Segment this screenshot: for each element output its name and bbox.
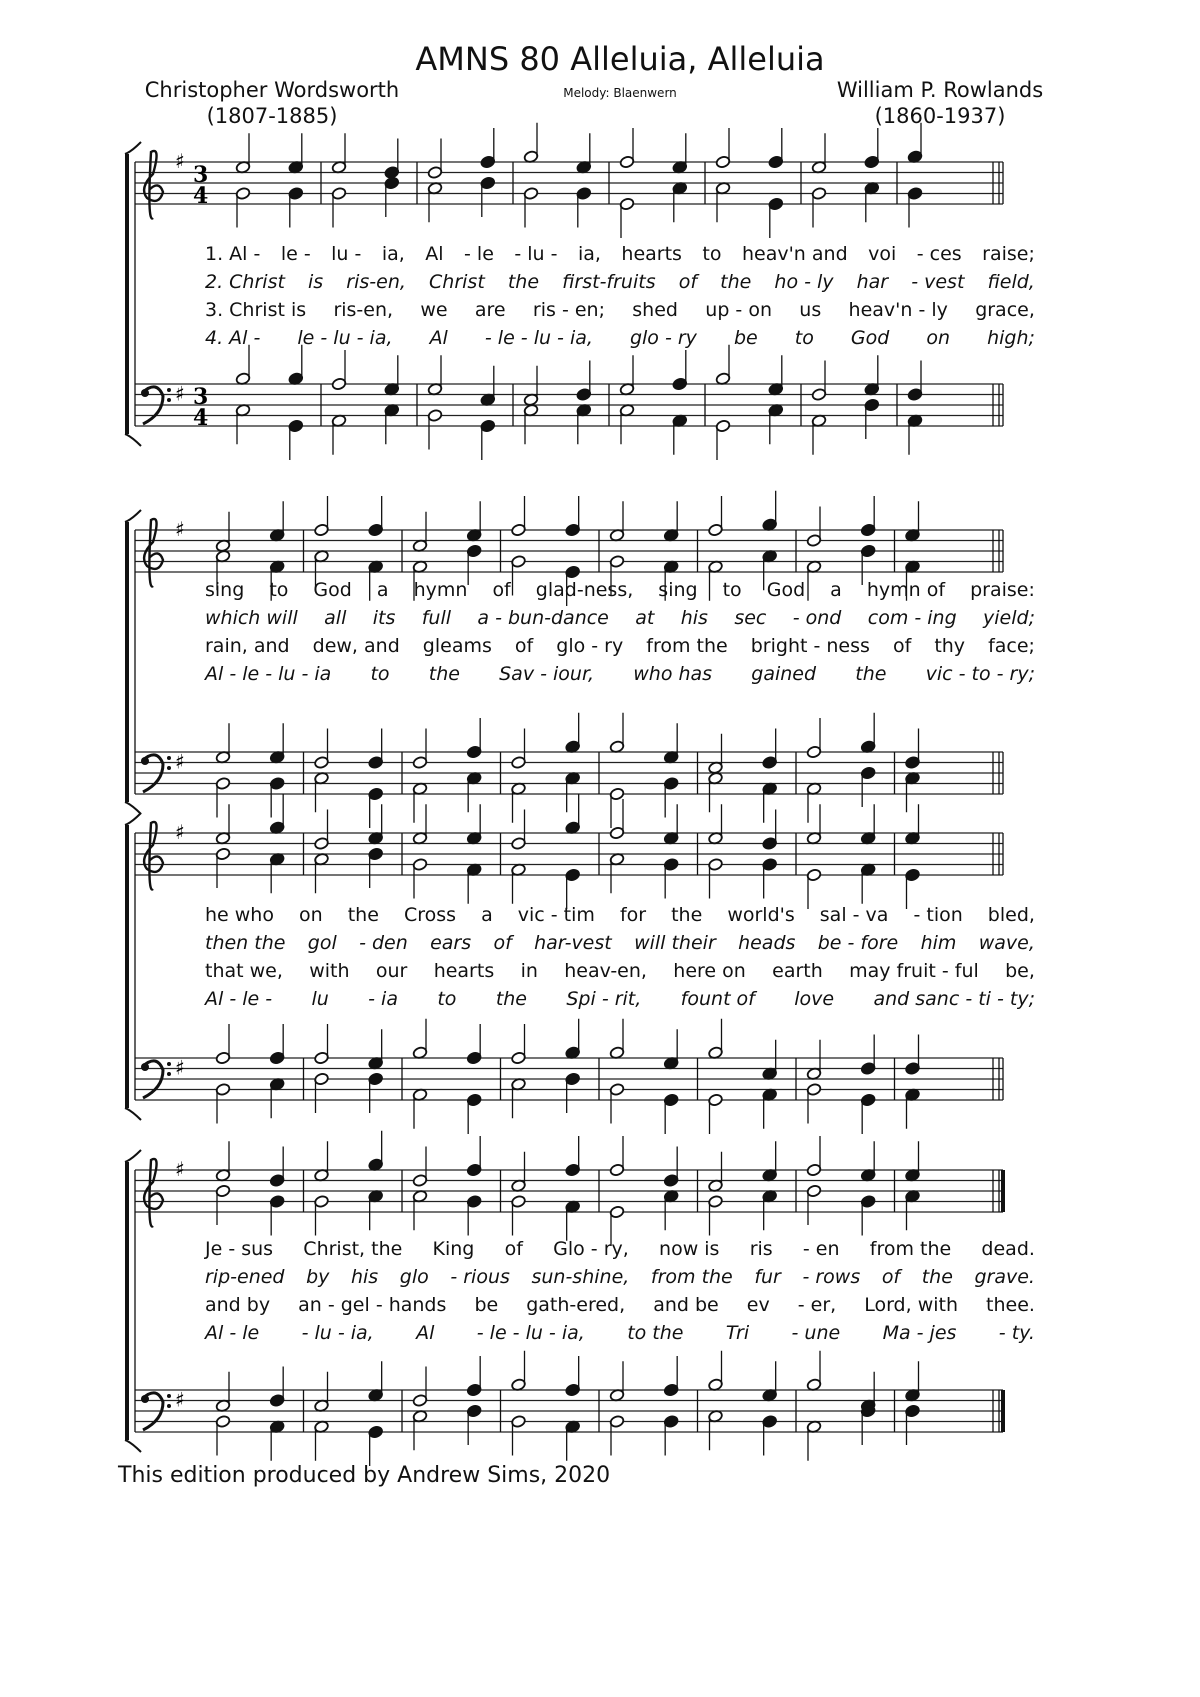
treble-clef-icon <box>144 519 163 587</box>
bass-clef-dot <box>141 389 149 397</box>
lyric-syllable: to the <box>627 1322 684 1344</box>
lyric-syllable: voi <box>868 243 897 265</box>
lyric-syllable: thy <box>934 635 966 657</box>
lyric-syllable: full <box>421 607 452 629</box>
lyric-syllable: gol <box>307 932 337 954</box>
lyric-line-verse-2 <box>205 932 1035 954</box>
lyric-syllable: - ond <box>792 607 842 629</box>
lyric-line-verse-3 <box>205 1294 1035 1316</box>
lyric-syllable: with <box>309 960 350 982</box>
lyric-syllable: Je - sus <box>205 1238 274 1260</box>
lyric-syllable: - vest <box>911 271 965 293</box>
bass-clef-dot <box>167 1404 171 1408</box>
lyric-syllable: glad-ness, <box>535 579 634 601</box>
lyric-line-verse-3 <box>205 960 1035 982</box>
lyric-line-verse-1 <box>205 579 1035 601</box>
lyric-syllable: here on <box>673 960 746 982</box>
lyric-syllable: Glo - ry, <box>553 1238 629 1260</box>
lyric-syllable: first-fruits <box>562 271 656 293</box>
lyric-syllable: 1. Al - <box>205 243 261 265</box>
lyric-syllable: wave, <box>978 932 1035 954</box>
lyric-syllable: Al - le <box>205 1322 260 1344</box>
lyric-syllable: the <box>855 663 887 685</box>
lyric-syllable: ris-en, <box>346 271 406 293</box>
lyric-line-verse-3 <box>205 299 1035 321</box>
lyric-syllable: gained <box>751 663 817 685</box>
lyric-syllable: and be <box>653 1294 719 1316</box>
lyric-syllable: ia, <box>381 243 405 265</box>
lyric-syllable: Al <box>425 243 444 265</box>
lyric-syllable: by <box>306 1266 330 1288</box>
lyric-syllable: from the <box>650 1266 733 1288</box>
lyric-syllable: a <box>830 579 842 601</box>
lyric-syllable: his <box>350 1266 379 1288</box>
bass-clef-dot <box>141 757 149 765</box>
lyric-syllable: - ia <box>368 988 398 1010</box>
lyric-syllable: - tion <box>913 904 963 926</box>
lyric-syllable: com - ing <box>867 607 957 629</box>
lyric-syllable: - rious <box>450 1266 510 1288</box>
lyric-syllable: bled, <box>987 904 1035 926</box>
lyric-syllable: the <box>921 1266 953 1288</box>
lyric-syllable: be - fore <box>817 932 899 954</box>
lyric-syllable: ris-en, <box>333 299 394 321</box>
lyric-syllable: is <box>308 271 324 293</box>
lyric-syllable: our <box>375 960 408 982</box>
bass-clef-dot <box>167 1062 171 1066</box>
lyric-syllable: then the <box>205 932 286 954</box>
lyric-syllable: Christ <box>429 271 485 293</box>
lyric-syllable: shed <box>632 299 678 321</box>
lyric-syllable: the <box>671 904 703 926</box>
lyric-syllable: ris <box>749 1238 773 1260</box>
lyric-syllable: ia, <box>577 243 601 265</box>
lyric-syllable: the <box>428 663 460 685</box>
lyric-syllable: ears <box>430 932 472 954</box>
bass-clef-dot <box>141 1063 149 1071</box>
edition-credit: This edition produced by Andrew Sims, 2020 <box>118 1463 611 1488</box>
lyric-syllable: Ma - jes <box>882 1322 957 1344</box>
treble-clef-icon <box>144 822 163 890</box>
lyric-syllable: its <box>372 607 396 629</box>
melody-name: Melody: Blaenwern <box>563 86 677 100</box>
author-words <box>122 78 422 128</box>
lyric-syllable: - lu - ia, <box>301 1322 374 1344</box>
lyric-syllable: Christ, the <box>303 1238 403 1260</box>
lyric-syllable: - ty. <box>998 1322 1035 1344</box>
key-signature-sharp: ♯ <box>175 1387 185 1412</box>
lyric-syllable: of <box>492 579 511 601</box>
lyric-syllable: we <box>420 299 448 321</box>
lyric-syllable: vic - to - ry; <box>925 663 1035 685</box>
lyric-syllable: an - gel - hands <box>298 1294 447 1316</box>
lyric-syllable: fur <box>754 1266 781 1288</box>
lyric-syllable: to <box>722 579 742 601</box>
lyric-syllable: to <box>437 988 457 1010</box>
lyric-syllable: to <box>269 579 289 601</box>
lyric-syllable: - le <box>464 243 494 265</box>
time-signature-bottom: 4 <box>193 183 209 209</box>
lyric-syllable: in <box>520 960 538 982</box>
lyric-syllable: from the <box>646 635 728 657</box>
lyric-syllable: of <box>514 635 534 657</box>
lyric-syllable: a <box>376 579 389 601</box>
lyric-syllable: a <box>481 904 493 926</box>
lyric-syllable: be, <box>1005 960 1035 982</box>
bass-clef-dot <box>167 388 171 392</box>
lyric-syllable: who has <box>633 663 713 685</box>
lyric-syllable: the <box>347 904 379 926</box>
lyric-syllable: thee. <box>986 1294 1035 1316</box>
lyric-syllable: - lu - <box>514 243 558 265</box>
lyric-syllable: God <box>766 579 806 601</box>
lyric-syllable: le - lu - ia, <box>297 327 393 349</box>
key-signature-sharp: ♯ <box>175 1055 185 1080</box>
time-signature-bottom: 4 <box>193 405 209 431</box>
key-signature-sharp: ♯ <box>175 381 185 406</box>
key-signature-sharp: ♯ <box>175 820 185 844</box>
lyric-syllable: field, <box>987 271 1035 293</box>
lyric-line-verse-1 <box>205 1238 1035 1260</box>
lyric-syllable: - ces <box>916 243 962 265</box>
lyric-line-verse-3 <box>205 635 1035 657</box>
lyric-line-verse-4 <box>205 663 1035 685</box>
lyric-syllable: are <box>474 299 506 321</box>
lyric-syllable: 3. Christ is <box>205 299 307 321</box>
lyric-syllable: face; <box>988 635 1035 657</box>
lyric-syllable: the <box>507 271 540 293</box>
treble-clef-icon <box>144 151 163 219</box>
system-2 <box>125 491 1003 828</box>
lyric-syllable: God <box>313 579 352 601</box>
lyric-syllable: of <box>892 635 912 657</box>
lyric-syllable: he who <box>205 904 274 926</box>
lyric-syllable: 2. Christ <box>205 271 285 293</box>
lyric-syllable: rip-ened <box>205 1266 285 1288</box>
lyric-line-verse-4 <box>205 327 1035 349</box>
bass-clef-dot <box>167 756 171 760</box>
author-name: Christopher Wordsworth <box>144 78 400 102</box>
lyric-syllable: of <box>678 271 698 293</box>
lyric-syllable: - une <box>791 1322 841 1344</box>
lyric-syllable: heads <box>738 932 796 954</box>
bracket-curl <box>125 1150 141 1162</box>
lyric-line-verse-2 <box>205 607 1035 629</box>
lyric-syllable: dead. <box>981 1238 1035 1260</box>
lyric-syllable: le - <box>280 243 311 265</box>
lyric-syllable: hymn <box>413 579 468 601</box>
lyric-syllable: ris - en; <box>532 299 605 321</box>
lyric-syllable: Al <box>429 327 448 349</box>
lyric-syllable: Sav - iour, <box>499 663 595 685</box>
lyric-syllable: hymn of <box>866 579 946 601</box>
lyric-syllable: and sanc - ti - ty; <box>873 988 1035 1010</box>
bracket-curl <box>125 802 141 814</box>
lyric-syllable: which will <box>205 607 298 629</box>
lyric-syllable: will their <box>634 932 716 954</box>
lyric-syllable: all <box>324 607 347 629</box>
author-dates: (1807-1885) <box>206 104 338 128</box>
lyric-syllable: Lord, with <box>864 1294 959 1316</box>
lyric-syllable: ev <box>746 1294 770 1316</box>
bracket-curl <box>125 434 141 446</box>
time-signature-top: 3 <box>193 162 209 188</box>
lyric-syllable: sal - va <box>819 904 889 926</box>
lyric-syllable: ho - ly <box>774 271 834 293</box>
lyric-syllable: 4. Al - <box>205 327 261 349</box>
lyric-syllable: Tri <box>725 1322 750 1344</box>
lyric-syllable: love <box>794 988 835 1010</box>
lyric-syllable: the <box>720 271 752 293</box>
lyric-syllable: raise; <box>982 243 1035 265</box>
lyric-syllable: gleams <box>422 635 492 657</box>
lyric-syllable: sing <box>205 579 245 601</box>
lyric-syllable: glo <box>399 1266 429 1288</box>
lyric-syllable: from the <box>869 1238 952 1260</box>
lyric-syllable: him <box>920 932 957 954</box>
lyric-syllable: praise: <box>970 579 1035 601</box>
lyric-syllable: up - on <box>705 299 772 321</box>
bracket-curl <box>125 1108 141 1120</box>
lyric-syllable: of <box>881 1266 901 1288</box>
lyric-syllable: on <box>926 327 951 349</box>
lyric-syllable: to <box>794 327 814 349</box>
lyric-syllable: sec <box>734 607 767 629</box>
lyric-syllable: Cross <box>403 904 457 926</box>
lyric-line-verse-4 <box>205 988 1035 1010</box>
composer-name: William P. Rowlands <box>836 78 1044 102</box>
lyric-syllable: of <box>493 932 512 954</box>
bracket-curl <box>125 142 141 154</box>
lyric-syllable: us <box>799 299 822 321</box>
lyric-syllable: world's <box>727 904 795 926</box>
bass-clef-dot <box>167 1072 171 1076</box>
bass-clef-dot <box>167 1394 171 1398</box>
lyric-syllable: glo - ry <box>556 635 624 657</box>
lyric-syllable: to <box>370 663 390 685</box>
lyric-syllable: on <box>299 904 323 926</box>
lyric-syllable: his <box>680 607 708 629</box>
lyric-line-verse-2 <box>205 271 1035 293</box>
lyric-syllable: - rows <box>802 1266 861 1288</box>
bracket-curl <box>125 813 141 825</box>
lyric-syllable: har <box>856 271 889 293</box>
time-signature-top: 3 <box>193 384 209 410</box>
lyric-syllable: Al <box>416 1322 435 1344</box>
lyric-syllable: dew, and <box>312 635 400 657</box>
lyric-line-verse-4 <box>205 1322 1035 1344</box>
lyric-syllable: the <box>495 988 527 1010</box>
lyric-syllable: glo - ry <box>629 327 697 349</box>
lyric-syllable: and by <box>205 1294 271 1316</box>
treble-clef-icon <box>144 1159 163 1227</box>
lyric-syllable: be <box>733 327 758 349</box>
lyric-syllable: lu - <box>331 243 362 265</box>
lyric-syllable: at <box>635 607 655 629</box>
lyric-line-verse-1 <box>205 243 1035 265</box>
lyric-syllable: God <box>850 327 890 349</box>
lyric-syllable: hearts <box>433 960 495 982</box>
lyric-syllable: now is <box>659 1238 720 1260</box>
lyric-syllable: sun-shine, <box>531 1266 630 1288</box>
lyric-syllable: of <box>504 1238 523 1260</box>
lyric-syllable: heav-en, <box>564 960 647 982</box>
lyric-line-verse-1 <box>205 904 1035 926</box>
lyric-syllable: yield; <box>983 607 1035 629</box>
lyric-syllable: that we, <box>205 960 283 982</box>
lyric-syllable: to <box>702 243 722 265</box>
bracket-curl <box>125 510 141 522</box>
lyric-syllable: grace, <box>975 299 1035 321</box>
lyric-syllable: lu <box>311 988 329 1010</box>
lyric-syllable: heav'n - ly <box>848 299 948 321</box>
lyric-syllable: hearts <box>621 243 682 265</box>
lyric-syllable: high; <box>987 327 1035 349</box>
lyric-syllable: grave. <box>974 1266 1035 1288</box>
lyric-syllable: - er, <box>797 1294 837 1316</box>
lyric-syllable: - den <box>359 932 408 954</box>
composer-dates: (1860-1937) <box>874 104 1006 128</box>
lyric-syllable: - le - lu - ia, <box>484 327 593 349</box>
lyric-syllable: may fruit - ful <box>849 960 979 982</box>
lyric-syllable: sing <box>658 579 698 601</box>
lyric-syllable: fount of <box>680 988 755 1010</box>
bass-clef-dot <box>141 1395 149 1403</box>
lyric-syllable: be <box>474 1294 499 1316</box>
bracket-curl <box>125 1440 141 1452</box>
key-signature-sharp: ♯ <box>175 1157 185 1181</box>
lyric-syllable: gath-ered, <box>526 1294 626 1316</box>
key-signature-sharp: ♯ <box>175 517 185 541</box>
lyric-syllable: for <box>619 904 647 926</box>
bass-clef-dot <box>167 398 171 402</box>
lyric-syllable: Spi - rit, <box>566 988 642 1010</box>
lyric-syllable: Al - le - <box>205 988 273 1010</box>
lyric-syllable: - en <box>802 1238 840 1260</box>
bass-clef-dot <box>167 766 171 770</box>
author-music <box>790 78 1090 128</box>
lyric-syllable: bright - ness <box>750 635 870 657</box>
lyric-line-verse-2 <box>205 1266 1035 1288</box>
key-signature-sharp: ♯ <box>175 749 185 774</box>
lyric-syllable: earth <box>772 960 823 982</box>
lyric-syllable: heav'n and <box>741 243 848 265</box>
key-signature-sharp: ♯ <box>175 149 185 173</box>
lyric-syllable: Al - le - lu - ia <box>205 663 332 685</box>
lyric-syllable: rain, and <box>205 635 290 657</box>
lyric-syllable: a - bun-dance <box>477 607 609 629</box>
lyric-syllable: - le - lu - ia, <box>476 1322 585 1344</box>
hymn-title: AMNS 80 Alleluia, Alleluia <box>415 40 825 78</box>
lyric-syllable: har-vest <box>534 932 612 954</box>
lyric-syllable: King <box>432 1238 475 1260</box>
lyric-syllable: vic - tim <box>517 904 595 926</box>
